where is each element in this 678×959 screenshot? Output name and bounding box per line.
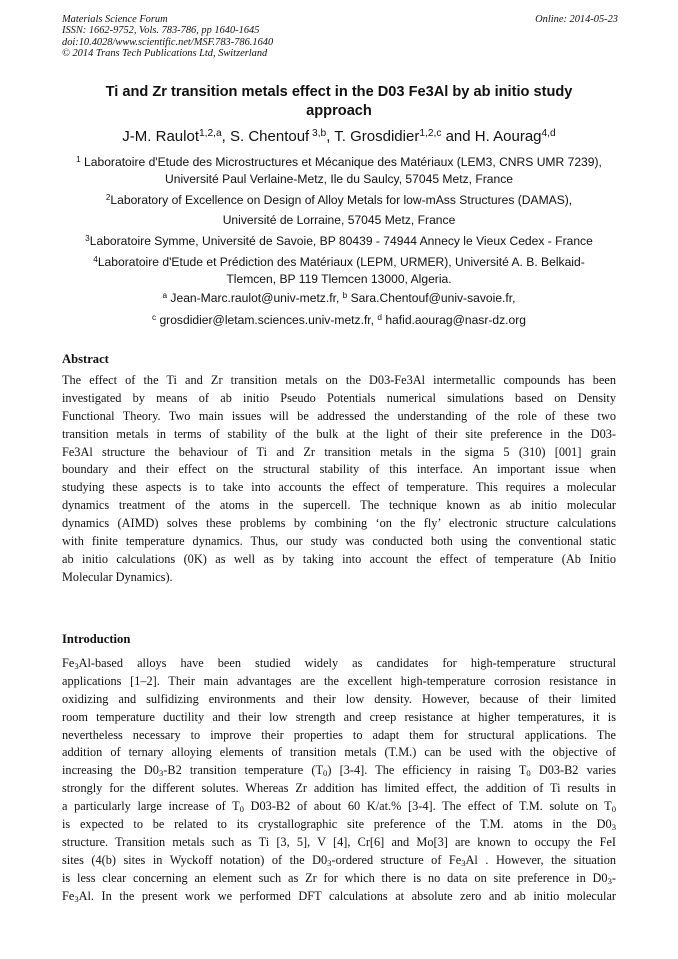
journal-name: Materials Science Forum: [62, 14, 168, 25]
abstract-line: Fe3Al structure the behaviour of Ti and Zr transition metals in the sigma 5 (310) [001] grain: [62, 444, 616, 459]
email-address: Sara.Chentouf@univ-savoie.fr,: [347, 291, 516, 305]
intro-line: nevertheless necessary to improve their properties to adapt them for structural applications. The: [62, 727, 616, 742]
affiliation-3: [62, 233, 616, 250]
intro-line: a particularly large increase of $T_0$ D03-B2 of about 60 K/at.% [3-4]. The effect of T.M. solute on $T_0$: [62, 799, 616, 815]
author-list: [62, 128, 616, 146]
affiliation-text: Université de Lorraine, 57045 Metz, France: [222, 213, 456, 227]
affiliation-number: 1: [76, 155, 81, 165]
abstract-line: with finite temperature dynamics. Thus, our study was conducted both using the conventional static: [62, 534, 616, 549]
author-affiliation-mark: 1,2,c: [419, 128, 442, 140]
affiliation-text: Laboratoire d'Etude et Prédiction des Matériaux (LEPM, URMER), Université A. B. Belkaid-: [97, 255, 585, 269]
abstract-line: Functional Theory. Two main issues will be addressed the understanding of the role of these two: [62, 408, 616, 423]
abstract-line: ab initio calculations (0K) as well as by taking into account the effect of temperature (Ab Initio: [62, 551, 616, 566]
introduction-body: [62, 655, 616, 905]
abstract-line: dynamics treatment of the atoms in the supercell. The technique known as ab initio molecular: [62, 498, 616, 513]
intro-line: applications [1–2]. Their main advantages are the excellent high-temperature corrosion resistance in: [62, 673, 616, 688]
intro-line: addition of ternary alloying elements of transition metals (T.M.) can be used with the objective of: [62, 745, 616, 760]
email-line-2: [62, 312, 616, 329]
intro-line: oxidizing and sulfidizing environments and their low density. However, because of their limited: [62, 691, 616, 706]
intro-line: $Fe_3Al$-based alloys have been studied widely as candidates for high-temperature structural: [62, 656, 616, 672]
intro-line: strongly for the different solutes. Whereas Zr addition has limited effect, the addition of Ti results in: [62, 781, 616, 796]
author-name: J-M. Raulot: [122, 128, 199, 145]
abstract-heading: Abstract: [62, 352, 109, 366]
affiliation-text: Université Paul Verlaine-Metz, Ile du Saulcy, 57045 Metz, France: [165, 172, 513, 186]
affiliation-2: [62, 192, 616, 209]
abstract-line: dynamics (AIMD) solves these problems by combining ‘on the fly’ electronic structure calculations: [62, 516, 616, 531]
email-address: grosdidier@letam.sciences.univ-metz.fr,: [156, 313, 378, 327]
abstract-line: studying these aspects is to take into accounts the effect of temperature. This requires a molecular: [62, 480, 616, 495]
abstract-body: [62, 372, 616, 587]
journal-doi: doi:10.4028/www.scientific.net/MSF.783-786.1640: [62, 36, 274, 48]
affiliation-number: 4: [93, 255, 98, 265]
abstract-line: investigated by means of ab initio Pseudo Potentials numerical simulations based on Density: [62, 390, 616, 405]
journal-header: [62, 14, 618, 60]
author-name: S. Chentouf: [230, 128, 310, 145]
title-line: Ti and Zr transition metals effect in the D03 Fe3Al by ab initio study: [105, 84, 573, 100]
affiliation-number: 3: [85, 234, 90, 244]
author-separator: ,: [326, 128, 335, 145]
abstract-line: boundary and their effect on the structural stability of this interface. An important issue when: [62, 462, 616, 477]
email-mark: a: [162, 291, 168, 301]
author-separator: ,: [221, 128, 230, 145]
abstract-line: Molecular Dynamics).: [62, 569, 173, 584]
author-name: T. Grosdidier: [334, 128, 420, 145]
author-name: H. Aourag: [474, 128, 542, 145]
title-line: approach: [306, 102, 372, 119]
intro-line: structure. Transition metals such as Ti [3, 5], V [4], Cr[6] and Mo[3] are known to occupy the FeI: [62, 834, 616, 849]
affiliation-text: Laboratoire d'Etude des Microstructures et Mécanique des Matériaux (LEM3, CNRS UMR 7239),: [80, 155, 602, 169]
intro-line: sites (4(b) sites in Wyckoff notation) of the $D0_3$-ordered structure of $Fe_3Al$ . However, the situation: [62, 852, 616, 868]
email-mark: b: [342, 291, 348, 301]
abstract-line: The effect of the Ti and Zr transition metals on the D03-Fe3Al intermetallic compounds has been: [62, 373, 616, 387]
intro-line: is expected to be related to its crystallographic site preference of the T.M. atoms in the $D0_3$: [62, 817, 616, 833]
affiliation-4: [62, 254, 616, 288]
affiliation-number: 2: [105, 193, 111, 203]
journal-copyright: © 2014 Trans Tech Publications Ltd, Switzerland: [62, 48, 268, 60]
paper-title: [62, 83, 616, 120]
intro-line: $Fe_3Al$. In the present work we performed DFT calculations at absolute zero and ab initio molecular: [62, 888, 616, 904]
introduction-heading: Introduction: [62, 632, 131, 646]
abstract-line: transition metals in terms of stability of the bulk at the light of their site preference in the D03-: [62, 426, 616, 441]
email-address: hafid.aourag@nasr-dz.org: [381, 313, 527, 327]
affiliation-1: [62, 154, 616, 188]
email-address: Jean-Marc.raulot@univ-metz.fr,: [167, 291, 343, 305]
affiliation-2-address: [62, 212, 616, 229]
author-affiliation-mark: 4,d: [541, 128, 556, 140]
intro-line: increasing the $D0_3-B2$ transition temperature $(T_0)$ [3-4]. The efficiency in raising $T_0$ D03-B2 varies: [62, 763, 617, 779]
author-affiliation-mark: 3,b: [309, 128, 327, 140]
affiliation-text: Tlemcen, BP 119 Tlemcen 13000, Algeria.: [226, 272, 452, 286]
affiliation-text: Laboratoire Symme, Université de Savoie, BP 80439 - 74944 Annecy le Vieux Cedex - France: [89, 234, 593, 248]
affiliation-text: Laboratory of Excellence on Design of Alloy Metals for low-mAss Structures (DAMAS),: [110, 193, 573, 207]
online-date: Online: 2014-05-23: [535, 14, 618, 25]
email-line-1: [62, 290, 616, 307]
author-separator: and: [441, 128, 475, 145]
email-mark: d: [377, 313, 382, 323]
intro-line: is less clear concerning an element such as Zr for which there is no data on site preference in $D0_3-$: [62, 870, 616, 886]
intro-line: room temperature ductility and their low strength and creep resistance at higher temperatures, it is: [62, 709, 616, 724]
journal-issn: ISSN: 1662-9752, Vols. 783-786, pp 1640-1645: [62, 25, 260, 37]
author-affiliation-mark: 1,2,a: [198, 128, 222, 140]
email-mark: c: [151, 313, 157, 323]
